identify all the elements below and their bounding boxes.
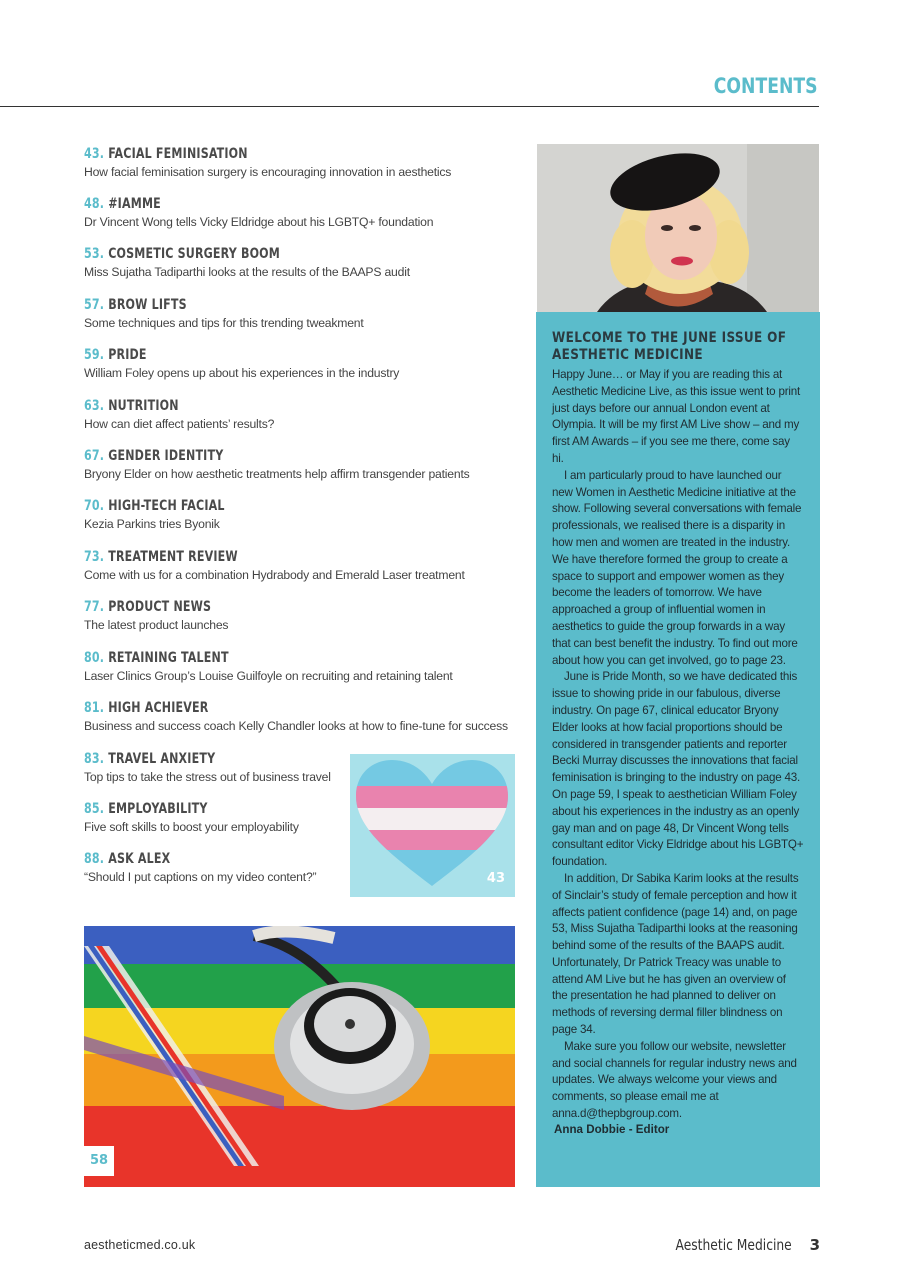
toc-heading <box>84 448 423 464</box>
toc-description: Laser Clinics Group’s Louise Guilfoyle on recruiting and retaining talent <box>84 669 453 683</box>
stethoscope-rainbow-photo <box>84 926 515 1187</box>
editor-signature: Anna Dobbie - Editor <box>554 1122 670 1136</box>
toc-description: William Foley opens up about his experiences in the industry <box>84 366 400 380</box>
footer-page-number: 3 <box>809 1236 820 1254</box>
toc-title: GENDER IDENTITY <box>108 448 224 464</box>
toc-item[interactable] <box>84 196 433 229</box>
toc-page-number: 57. <box>84 297 105 313</box>
toc-item[interactable] <box>84 599 229 632</box>
welcome-title: WELCOME TO THE JUNE ISSUE OF AESTHETIC MEDICINE <box>552 330 787 363</box>
stethoscope-illustration <box>84 926 515 1187</box>
toc-heading <box>84 700 457 716</box>
toc-title: PRIDE <box>108 347 147 363</box>
welcome-body <box>552 367 804 1123</box>
toc-heading <box>84 801 273 817</box>
toc-description: Business and success coach Kelly Chandler looks at how to fine-tune for success <box>84 719 508 733</box>
toc-title: BROW LIFTS <box>108 297 187 313</box>
editor-portrait-photo <box>537 144 819 312</box>
toc-page-number: 48. <box>84 196 105 212</box>
toc-heading <box>84 549 419 565</box>
toc-heading <box>84 599 211 615</box>
toc-title: FACIAL FEMINISATION <box>108 146 248 162</box>
heart-image-page-ref: 43 <box>486 871 505 886</box>
toc-description: Kezia Parkins tries Byonik <box>84 517 220 531</box>
toc-title: COSMETIC SURGERY BOOM <box>108 246 280 262</box>
header-rule <box>0 106 819 107</box>
toc-item[interactable] <box>84 398 274 431</box>
toc-page-number: 59. <box>84 347 105 363</box>
toc-page-number: 83. <box>84 751 105 767</box>
toc-heading <box>84 398 251 414</box>
toc-item[interactable] <box>84 751 331 784</box>
toc-heading <box>84 246 371 262</box>
toc-item[interactable] <box>84 801 299 834</box>
toc-page-number: 70. <box>84 498 105 514</box>
toc-title: HIGH-TECH FACIAL <box>108 498 225 514</box>
toc-page-number: 63. <box>84 398 105 414</box>
toc-item[interactable] <box>84 297 364 330</box>
editor-portrait-illustration <box>537 144 819 312</box>
toc-title: TREATMENT REVIEW <box>108 549 238 565</box>
footer-website-url[interactable]: aestheticmed.co.uk <box>84 1238 196 1252</box>
toc-heading <box>84 146 407 162</box>
toc-description: “Should I put captions on my video content?” <box>84 870 317 884</box>
welcome-paragraph: Make sure you follow our website, newsletter and social channels for regular industry news and updates. We always welcome your views and comments, so please email me at anna.d@thepbgroup.com. <box>552 1039 797 1121</box>
toc-item[interactable] <box>84 448 470 481</box>
toc-title: RETAINING TALENT <box>108 650 229 666</box>
toc-description: The latest product launches <box>84 618 229 632</box>
welcome-paragraph: Happy June… or May if you are reading this at Aesthetic Medicine Live, as this issue went to print just days before our annual London event at Olympia. It will be my first AM Live show – and my first AM Awards – if you see me there, come say hi. <box>552 368 801 465</box>
toc-heading <box>84 297 330 313</box>
toc-page-number: 77. <box>84 599 105 615</box>
toc-item[interactable] <box>84 498 244 531</box>
footer-publication-name: Aesthetic Medicine <box>675 1236 792 1254</box>
toc-title: HIGH ACHIEVER <box>108 700 209 716</box>
toc-title: #IAMME <box>108 196 161 212</box>
toc-item[interactable] <box>84 246 410 279</box>
toc-description: Five soft skills to boost your employability <box>84 820 299 834</box>
toc-heading <box>84 498 225 514</box>
toc-description: Top tips to take the stress out of business travel <box>84 770 331 784</box>
toc-item[interactable] <box>84 851 316 884</box>
toc-heading <box>84 851 289 867</box>
toc-item[interactable] <box>84 549 465 582</box>
toc-title: EMPLOYABILITY <box>108 801 208 817</box>
transgender-heart-image <box>350 754 515 897</box>
editor-welcome-box <box>536 312 820 1187</box>
toc-item[interactable] <box>84 650 453 683</box>
toc-title: NUTRITION <box>108 398 179 414</box>
toc-page-number: 81. <box>84 700 105 716</box>
toc-description: How facial feminisation surgery is encouraging innovation in aesthetics <box>84 165 452 179</box>
toc-description: Bryony Elder on how aesthetic treatments help affirm transgender patients <box>84 467 470 481</box>
welcome-paragraph: I am particularly proud to have launched our new Women in Aesthetic Medicine initiative at the show. Following several conversations with female professionals, we realised there is a disparity in how men and women are treated in the industry. We have therefore formed the group to create a space to support and empower women as they become the leaders of tomorrow. We have approached a group of influential women in aesthetics to guide the group forwards in a way that can best benefit the industry. To find out more about how you can get involved, go to page 23. <box>552 468 802 667</box>
toc-description: How can diet affect patients’ results? <box>84 417 275 431</box>
toc-description: Come with us for a combination Hydrabody and Emerald Laser treatment <box>84 568 465 582</box>
toc-item[interactable] <box>84 146 451 179</box>
contents-title: CONTENTS <box>714 74 818 98</box>
toc-page-number: 85. <box>84 801 105 817</box>
toc-title: PRODUCT NEWS <box>108 599 212 615</box>
toc-heading <box>84 196 391 212</box>
toc-title: ASK ALEX <box>108 851 171 867</box>
toc-page-number: 88. <box>84 851 105 867</box>
toc-item[interactable] <box>84 347 399 380</box>
toc-page-number: 43. <box>84 146 105 162</box>
toc-description: Dr Vincent Wong tells Vicky Eldridge about his LGBTQ+ foundation <box>84 215 434 229</box>
welcome-paragraph: In addition, Dr Sabika Karim looks at the results of Sinclair’s study of female perception and how it affects patient confidence (page 14) and, on page 53, Miss Sujatha Tadiparthi looks at the reasoning behind some of the results of the BAAPS audit. Unfortunately, Dr Patrick Treacy was unable to attend AM Live but he has given an overview of the presentation he had planned to deliver on methods of reversing dermal filler blindness on page 34. <box>552 871 799 1037</box>
toc-description: Miss Sujatha Tadiparthi looks at the results of the BAAPS audit <box>84 265 410 279</box>
welcome-paragraph: June is Pride Month, so we have dedicated this issue to showing pride in our fabulous, diverse industry. On page 67, clinical educator Bryony Elder looks at how facial proportions should be considered in transgender patients and reporter Becki Murray discusses the innovations that facial feminisation is bringing to the industry on page 43. On page 59, I speak to aesthetician William Foley about his experiences in the industry as an openly gay man and on page 48, Dr Vincent Wong tells consultant editor Vicky Eldridge about his LGBTQ+ foundation. <box>552 670 804 869</box>
toc-page-number: 80. <box>84 650 105 666</box>
toc-page-number: 73. <box>84 549 105 565</box>
toc-heading <box>84 347 361 363</box>
toc-description: Some techniques and tips for this trending tweakment <box>84 316 364 330</box>
toc-item[interactable] <box>84 700 508 733</box>
toc-page-number: 53. <box>84 246 105 262</box>
toc-heading <box>84 650 408 666</box>
toc-heading <box>84 751 301 767</box>
toc-page-number: 67. <box>84 448 105 464</box>
stethoscope-image-page-ref: 58 <box>84 1146 114 1176</box>
toc-title: TRAVEL ANXIETY <box>108 751 216 767</box>
